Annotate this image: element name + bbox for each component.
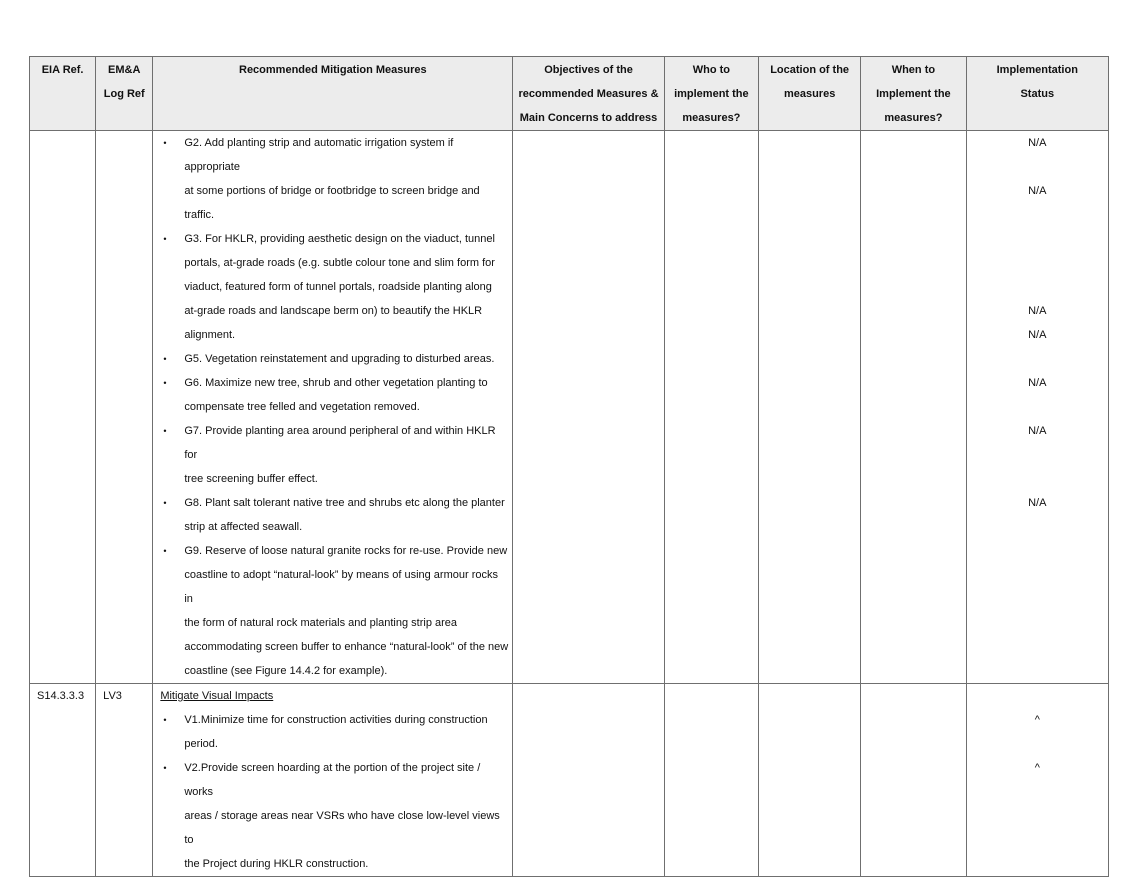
bullet-icon: • bbox=[163, 378, 167, 388]
when-cell bbox=[861, 131, 966, 684]
measures-list bbox=[153, 131, 512, 683]
location-cell bbox=[758, 131, 860, 684]
bullet-icon: • bbox=[163, 498, 167, 508]
log-ref-cell bbox=[96, 131, 153, 684]
measure-item-v2: • V2.Provide screen hoarding at the portion of the project site / works areas / storage areas near VSRs who have close low-level views to the Project during HKLR construction. bbox=[153, 756, 512, 876]
implementation-status-cell bbox=[966, 684, 1108, 877]
implementation-status-cell bbox=[966, 131, 1108, 684]
measure-item-g2: • G2. Add planting strip and automatic irrigation system if appropriate at some portions of bridge or footbridge to screen bridge and traffic. bbox=[153, 131, 512, 227]
bullet-icon: • bbox=[163, 715, 167, 725]
section-title: Mitigate Visual Impacts bbox=[160, 690, 274, 702]
header-when-to-implement: When to Implement the measures? bbox=[861, 57, 966, 131]
header-recommended-measures: Recommended Mitigation Measures bbox=[153, 57, 513, 131]
table-row bbox=[30, 684, 1109, 877]
who-cell bbox=[664, 684, 758, 877]
bullet-icon: • bbox=[163, 234, 167, 244]
header-eia-ref: EIA Ref. bbox=[30, 57, 96, 131]
status-v2: ^ bbox=[1034, 762, 1040, 774]
header-implementation-status: Implementation Status bbox=[966, 57, 1108, 131]
mitigation-measures-page bbox=[29, 56, 1109, 877]
objectives-cell bbox=[513, 684, 664, 877]
status-g3: N/A bbox=[1028, 185, 1047, 197]
measure-item-v1: • V1.Minimize time for construction activities during construction period. bbox=[153, 708, 512, 756]
table-row bbox=[30, 131, 1109, 684]
status-v1: ^ bbox=[1034, 714, 1040, 726]
bullet-icon: • bbox=[163, 354, 167, 364]
bullet-icon: • bbox=[163, 763, 167, 773]
header-ema-log-ref: EM&A Log Ref bbox=[96, 57, 153, 131]
objectives-cell bbox=[513, 131, 664, 684]
header-objectives: Objectives of the recommended Measures & Main Concerns to address bbox=[513, 57, 664, 131]
when-cell bbox=[861, 684, 966, 877]
log-ref-cell: LV3 bbox=[96, 684, 153, 877]
status-g5: N/A bbox=[1028, 305, 1047, 317]
status-g8: N/A bbox=[1028, 425, 1047, 437]
who-cell bbox=[664, 131, 758, 684]
measure-item-g8: • G8. Plant salt tolerant native tree and shrubs etc along the planter strip at affected seawall. bbox=[153, 491, 512, 539]
header-who-to-implement: Who to implement the measures? bbox=[664, 57, 758, 131]
recommended-measures-cell bbox=[153, 131, 513, 684]
status-g2: N/A bbox=[1028, 137, 1047, 149]
measure-item-g3: • G3. For HKLR, providing aesthetic design on the viaduct, tunnel portals, at-grade roads (e.g. subtle colour tone and slim form for viaduct, featured form of tunnel portals, roadside planting along at-grade roads and landscape berm on) to beautify the HKLR alignment. bbox=[153, 227, 512, 347]
status-g7: N/A bbox=[1028, 377, 1047, 389]
bullet-icon: • bbox=[163, 138, 167, 148]
location-cell bbox=[758, 684, 860, 877]
measure-item-g5: • G5. Vegetation reinstatement and upgrading to disturbed areas. bbox=[153, 347, 512, 371]
status-g6: N/A bbox=[1028, 329, 1047, 341]
bullet-icon: • bbox=[163, 426, 167, 436]
measure-item-g7: • G7. Provide planting area around peripheral of and within HKLR for tree screening buffer effect. bbox=[153, 419, 512, 491]
status-g9: N/A bbox=[1028, 497, 1047, 509]
eia-ref-cell bbox=[30, 131, 96, 684]
eia-ref-cell: S14.3.3.3 bbox=[30, 684, 96, 877]
header-location: Location of the measures bbox=[758, 57, 860, 131]
measures-list bbox=[153, 708, 512, 876]
recommended-measures-cell bbox=[153, 684, 513, 877]
bullet-icon: • bbox=[163, 546, 167, 556]
mitigation-measures-table bbox=[29, 56, 1109, 877]
measure-item-g9: • G9. Reserve of loose natural granite rocks for re-use. Provide new coastline to adopt “natural-look” by means of using armour rocks in the form of natural rock materials and planting strip area accommodating screen buffer to enhance “natural-look” of the new coastline (see Figure 14.4.2 for example). bbox=[153, 539, 512, 683]
table-header-row bbox=[30, 57, 1109, 131]
measure-item-g6: • G6. Maximize new tree, shrub and other vegetation planting to compensate tree felled and vegetation removed. bbox=[153, 371, 512, 419]
